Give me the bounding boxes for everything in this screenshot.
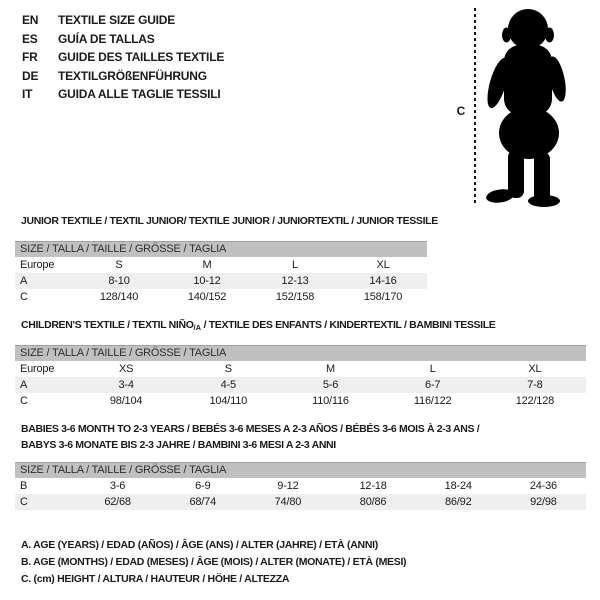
height-measure-dotted-line (474, 8, 476, 205)
row-label: B (20, 480, 28, 492)
row-label: C (20, 395, 28, 407)
size-cell: 62/68 (104, 496, 131, 508)
size-cell: L (292, 259, 298, 271)
section-title-line (21, 421, 479, 437)
footnote-line-c: C. (cm) HEIGHT / ALTURA / HAUTEUR / HÖHE / ALTEZZA (21, 573, 290, 585)
height-marker-label: C (456, 104, 466, 118)
row-label: Europe (20, 259, 55, 271)
language-code: DE (22, 68, 39, 83)
toddler-silhouette-icon (478, 5, 578, 207)
size-cell: 140/152 (187, 291, 227, 303)
language-code: IT (22, 87, 33, 102)
language-code: ES (22, 31, 38, 46)
language-label: TEXTILE SIZE GUIDE (58, 13, 176, 28)
size-cell: 92/98 (530, 496, 557, 508)
size-cell: M (326, 363, 335, 375)
size-cell: 3-6 (109, 480, 126, 492)
table-row-a (15, 273, 427, 289)
section-title-junior (21, 213, 438, 229)
size-cell: 80/86 (359, 496, 387, 508)
size-table-children (15, 345, 586, 409)
size-table-junior (15, 241, 427, 305)
title-text: JUNIOR TEXTILE / TEXTIL JUNIOR/ TEXTILE JUNIOR / JUNIORTEXTIL / JUNIOR TESSILE (21, 215, 438, 227)
row-label: Europe (20, 363, 55, 375)
row-label: A (20, 379, 28, 391)
size-cell: 6-7 (425, 379, 441, 391)
section-title-line (21, 317, 495, 336)
size-cell: 7-8 (527, 379, 543, 391)
size-cell: 10-12 (193, 275, 221, 287)
size-bar: SIZE / TALLA / TAILLE / GRÖSSE / TAGLIA (15, 345, 586, 361)
size-cell: S (115, 259, 123, 271)
section-title-babies (21, 421, 479, 453)
size-cell: 12-13 (281, 275, 309, 287)
table-row-c (15, 494, 586, 510)
row-label: A (20, 275, 28, 287)
language-row-en (22, 11, 224, 30)
section-title-children (21, 317, 495, 336)
language-label: GUIDA ALLE TAGLIE TESSILI (58, 87, 221, 102)
size-cell: 14-16 (369, 275, 397, 287)
language-label: GUÍA DE TALLAS (58, 31, 155, 46)
size-cell: 122/128 (515, 395, 555, 407)
table-row-b (15, 478, 586, 494)
size-bar: SIZE / TALLA / TAILLE / GRÖSSE / TAGLIA (15, 241, 427, 257)
size-cell: 128/140 (99, 291, 139, 303)
size-cell: XL (376, 259, 390, 271)
size-cell: 74/80 (274, 496, 302, 508)
language-code: EN (22, 13, 39, 28)
footnote-line-b: B. AGE (MONTHS) / EDAD (MESES) / ÂGE (MOIS) / ALTER (MONATE) / ETÀ (MESI) (21, 556, 407, 568)
title-text: / TEXTILE DES ENFANTS / KINDERTEXTIL / BAMBINI TESSILE (201, 319, 496, 331)
language-code: FR (22, 50, 38, 65)
table-row-europe (15, 257, 427, 273)
size-cell: 6-9 (195, 480, 211, 492)
size-cell: 104/110 (209, 395, 248, 407)
size-cell: 98/104 (109, 395, 143, 407)
table-row-europe (15, 361, 586, 377)
size-cell: L (429, 363, 436, 375)
size-cell: 8-10 (108, 275, 130, 287)
language-row-it (22, 85, 224, 104)
language-label: TEXTILGRÖßENFÜHRUNG (58, 68, 207, 83)
size-cell: 86/92 (444, 496, 472, 508)
title-text: CHILDREN'S TEXTILE / TEXTIL NIÑO (21, 319, 194, 331)
section-title-line (21, 437, 479, 453)
size-cell: 68/74 (189, 496, 216, 508)
language-row-de (22, 67, 224, 86)
row-label: C (20, 496, 28, 508)
size-cell: XL (528, 363, 542, 375)
size-cell: XS (118, 363, 134, 375)
size-cell: 9-12 (277, 480, 299, 492)
table-row-c (15, 289, 427, 305)
section-title-line (21, 213, 438, 229)
size-cell: 152/158 (275, 291, 315, 303)
size-cell: 18-24 (444, 480, 472, 492)
subscript-text: /A (193, 323, 202, 332)
size-cell: 12-18 (359, 480, 387, 492)
language-label: GUIDE DES TAILLES TEXTILE (58, 50, 225, 65)
size-cell: S (224, 363, 232, 375)
size-cell: 116/122 (413, 395, 452, 407)
size-cell: 3-4 (118, 379, 134, 391)
footnote-line-a: A. AGE (YEARS) / EDAD (AÑOS) / ÂGE (ANS) / ALTER (JAHRE) / ETÀ (ANNI) (21, 539, 378, 551)
size-cell: 24-36 (529, 480, 557, 492)
row-label: C (20, 291, 28, 303)
table-row-c (15, 393, 586, 409)
language-row-fr (22, 48, 224, 67)
size-cell: M (202, 259, 212, 271)
size-cell: 4-5 (220, 379, 236, 391)
size-cell: 110/116 (312, 395, 349, 407)
language-title-list (22, 11, 224, 104)
title-text: BABIES 3-6 MONTH TO 2-3 YEARS / BEBÉS 3-6 MESES A 2-3 AÑOS / BÉBÉS 3-6 MOIS À 2-3 ANS / (21, 423, 480, 435)
title-text: BABYS 3-6 MONATE BIS 2-3 JAHRE / BAMBINI 3-6 MESI A 2-3 ANNI (21, 439, 336, 451)
table-row-a (15, 377, 586, 393)
language-row-es (22, 30, 224, 49)
size-bar: SIZE / TALLA / TAILLE / GRÖSSE / TAGLIA (15, 462, 586, 478)
size-cell: 5-6 (322, 379, 339, 391)
size-table-babies (15, 462, 586, 510)
size-cell: 158/170 (363, 291, 403, 303)
footnote-legend (21, 537, 406, 588)
